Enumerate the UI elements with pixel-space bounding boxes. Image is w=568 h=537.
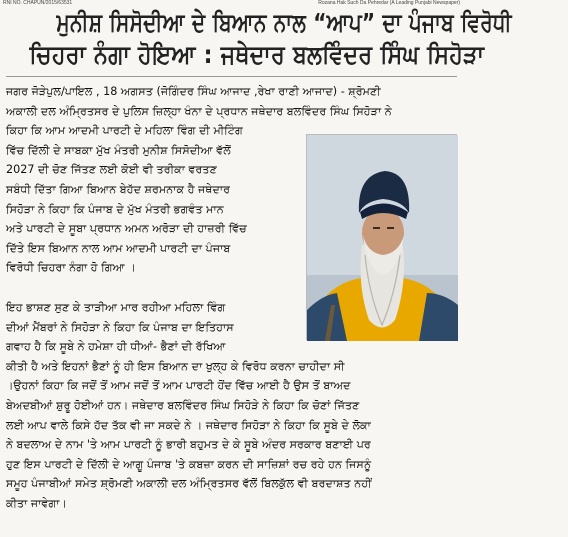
article-body (6, 82, 458, 534)
text-line: ਵਿੱਚ ਦਿੱਲੀ ਦੇ ਸਾਬਕਾ ਮੁੱਖ ਮੰਤਰੀ ਮੁਨੀਸ਼ ਸਿਸੋਦੀਆ ਵੱਲੋਂ (6, 143, 231, 157)
text-line: ਸਬੰਧੀ ਦਿੱਤਾ ਗਿਆ ਬਿਆਨ ਬੇਹੱਦ ਸ਼ਰਮਨਾਕ ਹੈ ਜਥੇਦਾਰ (6, 182, 231, 196)
text-line: ਵਿਰੋਧੀ ਚਿਹਰਾ ਨੰਗਾ ਹੋ ਗਿਆ । (6, 261, 136, 275)
text-line: ਸਿਹੋੜਾ ਨੇ ਕਿਹਾ ਕਿ ਪੰਜਾਬ ਦੇ ਮੁੱਖ ਮੰਤਰੀ ਭਗਵੰਤ ਮਾਨ (6, 202, 224, 216)
text-line: ਨੇ ਬਦਲਾਅ ਦੇ ਨਾਮ 'ਤੇ ਆਮ ਪਾਰਟੀ ਨੂੰ ਭਾਰੀ ਬਹੁਮਤ ਦੇ ਕੇ ਸੂਬੇ ਅੰਦਰ ਸਰਕਾਰ ਬਣਾਈ ਪਰ (6, 438, 371, 452)
paragraph-1 (6, 82, 458, 278)
text-line: ਇਹ ਭਾਸ਼ਣ ਸੁਣ ਕੇ ਤਾੜੀਆ ਮਾਰ ਰਹੀਆ ਮਹਿਲਾ ਵਿੰਗ (6, 301, 226, 314)
paragraph-2 (6, 298, 458, 514)
text-line: ।ਉਹਨਾਂ ਕਿਹਾ ਕਿ ਜਦੋਂ ਤੋਂ ਆਮ ਜਦੋਂ ਤੋਂ ਆਮ ਪਾਰਟੀ ਹੋਂਦ ਵਿੱਚ ਆਈ ਹੈ ਉਸ ਤੋਂ ਬਾਅਦ (6, 379, 351, 393)
text-line: ਲਈ ਆਪ ਵਾਲੇ ਕਿਸੇ ਹੱਦ ਤੱਕ ਵੀ ਜਾ ਸਕਦੇ ਨੇ । ਜਥੇਦਾਰ ਸਿਹੋੜਾ ਨੇ ਕਿਹਾ ਕਿ ਸੂਬੇ ਦੇ ਲੋਕਾ (6, 418, 371, 432)
headline-line-1: ਮੁਨੀਸ਼ ਸਿਸੋਦੀਆ ਦੇ ਬਿਆਨ ਨਾਲ “ਆਪ” ਦਾ ਪੰਜਾਬ ਵਿਰੋਧੀ (56, 8, 512, 37)
headline-line-2: ਚਿਹਰਾ ਨੰਗਾ ਹੋਇਆ : ਜਥੇਦਾਰ ਬਲਵਿੰਦਰ ਸਿੰਘ ਸਿਹੋੜਾ (29, 40, 485, 69)
text-line: 2027 ਦੀ ਚੋਣ ਜਿੱਤਣ ਲਈ ਕੋਈ ਵੀ ਤਰੀਕਾ ਵਰਤਣ (6, 163, 217, 177)
text-line: ਬੇਅਦਬੀਆਂ ਸ਼ੁਰੂ ਹੋਈਆਂ ਹਨ। ਜਥੇਦਾਰ ਬਲਵਿੰਦਰ ਸਿੰਘ ਸਿਹੋੜੇ ਨੇ ਕਿਹਾ ਕਿ ਚੋਣਾਂ ਜਿੱਤਣ (6, 398, 360, 412)
text-line: ਅਤੇ ਪਾਰਟੀ ਦੇ ਸੂਬਾ ਪ੍ਰਧਾਨ ਅਮਨ ਅਰੋੜਾ ਦੀ ਹਾਜ਼ਰੀ ਵਿੱਚ (6, 222, 247, 236)
text-line: ਦਿੱਤੇ ਇਸ ਬਿਆਨ ਨਾਲ ਆਮ ਆਦਮੀ ਪਾਰਟੀ ਦਾ ਪੰਜਾਬ (6, 241, 231, 255)
headline-divider (6, 76, 457, 77)
registration-number: RNI NO. CHAPUN/2015/63531 (3, 0, 73, 6)
text-line: ਕੀਤੀ ਹੈ ਅਤੇ ਇਹਨਾਂ ਭੈਣਾਂ ਨੂੰ ਹੀ ਇਸ ਬਿਆਨ ਦਾ ਖੁਲ੍ਹ ਕੇ ਵਿਰੋਧ ਕਰਨਾ ਚਾਹੀਦਾ ਸੀ (6, 359, 345, 373)
text-line: ਦੀਆਂ ਮੈਂਬਰਾਂ ਨੇ ਸਿਹੋੜਾ ਨੇ ਕਿਹਾ ਕਿ ਪੰਜਾਬ ਦਾ ਇਤਿਹਾਸ (6, 320, 234, 334)
text-line: ਗਵਾਹ ਹੈ ਕਿ ਸੂਬੇ ਨੇ ਹਮੇਸ਼ਾ ਹੀ ਧੀਆਂ- ਭੈਣਾਂ ਦੀ ਰੱਖਿਆ (6, 340, 226, 354)
text-line: ਅਕਾਲੀ ਦਲ ਅੰਮ੍ਰਿਤਸਰ ਦੇ ਪੁਲਿਸ ਜ਼ਿਲ੍ਹਾ ਖੰਨਾ ਦੇ ਪ੍ਰਧਾਨ ਜਥੇਦਾਰ ਬਲਵਿੰਦਰ ਸਿੰਘ ਸਿਹੋੜਾ ਨੇ (6, 104, 392, 118)
text-line: ਕਿਹਾ ਕਿ ਆਮ ਆਦਮੀ ਪਾਰਟੀ ਦੇ ਮਹਿਲਾ ਵਿੰਗ ਦੀ ਮੀਟਿੰਗ (6, 124, 243, 138)
text-line: ਕੀਤਾ ਜਾਵੇਗਾ। (6, 496, 67, 510)
text-line: ਜਗਰ ਜੋੜੇਪੁਲ/ਪਾਇਲ , 18 ਅਗਸਤ (ਜੋਗਿੰਦਰ ਸਿੰਘ ਆਜਾਦ ,ਰੇਖਾ ਰਾਣੀ ਆਜਾਦ) - ਸ਼੍ਰੋਮਣੀ (6, 85, 381, 98)
text-line: ਹੁਣ ਇਸ ਪਾਰਟੀ ਦੇ ਦਿੱਲੀ ਦੇ ਆਗੂ ਪੰਜਾਬ 'ਤੇ ਕਬਜ਼ਾ ਕਰਨ ਦੀ ਸਾਜ਼ਿਸ਼ਾਂ ਰਚ ਰਹੇ ਹਨ ਜਿਸਨੂੰ (6, 457, 372, 471)
text-line: ਸਮੂਹ ਪੰਜਾਬੀਆਂ ਸਮੇਤ ਸ਼੍ਰੋਮਣੀ ਅਕਾਲੀ ਦਲ ਅੰਮ੍ਰਿਤਸਰ ਵੱਲੋਂ ਬਿਲਕੁੱਲ ਵੀ ਬਰਦਾਸ਼ਤ ਨਹੀਂ (6, 477, 372, 491)
newspaper-name: Rozana Hak Such Da Pehredar (A Leading Punjabi Newspaper) (318, 0, 460, 6)
